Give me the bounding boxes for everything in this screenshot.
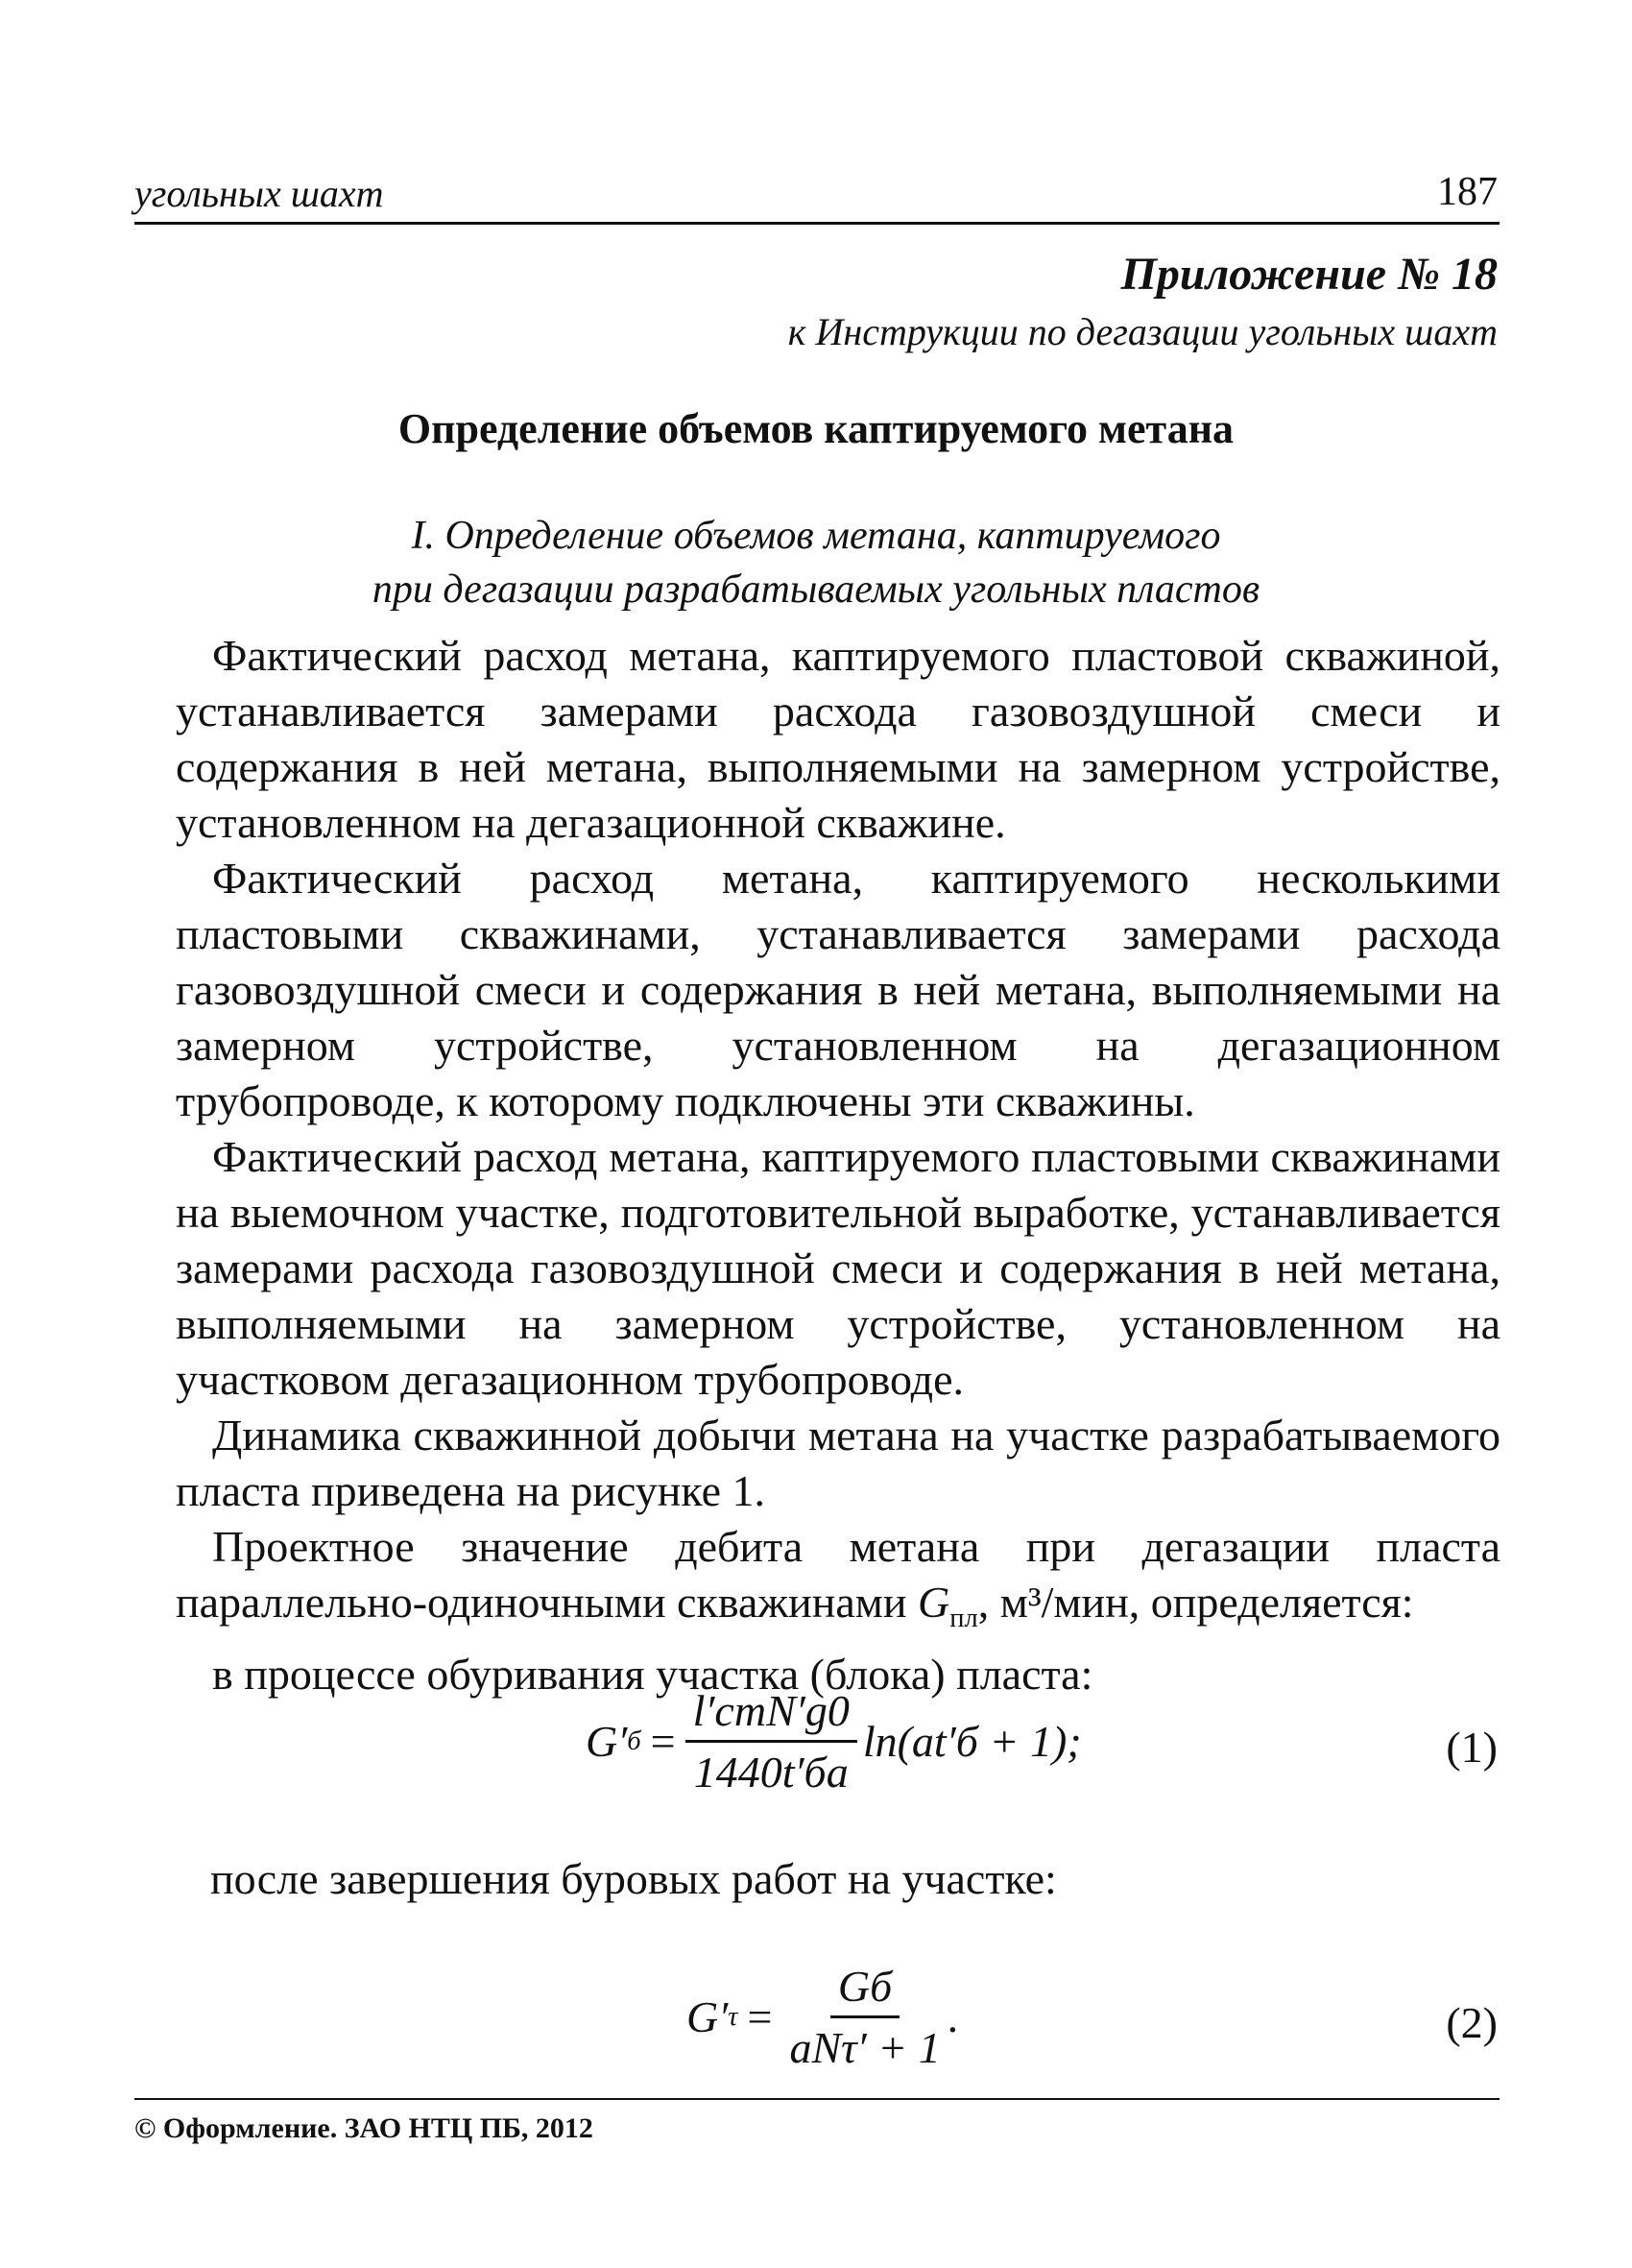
page-number: 187 — [1437, 170, 1498, 214]
paragraph: Фактический расход метана, каптируемого пластовыми скважинами на выемочном участке, подготовительной выработке, устанавливается замерами расхода газовоздушной смеси и содержания в ней метана, выполняемыми на замерном устройстве, установленном на участковом дегазационном трубопроводе. — [176, 1132, 1500, 1404]
formula-1-lhs-sub: б — [627, 1725, 641, 1756]
paragraph: Динамика скважинной добычи метана на участке разрабатываемого пласта приведена на рисунке 1. — [176, 1411, 1500, 1515]
symbol-g: G — [918, 1578, 950, 1627]
paragraph: Фактический расход метана, каптируемого пластовой скважиной, устанавливается замерами расхода газовоздушной смеси и содержания в ней метана, выполняемыми на замерном устройстве, установленном на дегазационной скважине. — [176, 631, 1500, 847]
appendix-subtitle: к Инструкции по дегазации угольных шахт — [787, 310, 1498, 353]
formula-1-lhs: G′ — [586, 1717, 628, 1766]
section-title — [0, 509, 1632, 616]
body-text — [176, 628, 1500, 1702]
paragraph-after-drilling: после завершения буровых работ на участке: — [210, 1854, 1057, 1903]
equation-number-1: (1) — [1446, 1723, 1498, 1772]
projected-text-start: Проектное значение дебита метана при дегазации пласта параллельно-одиночными скважинами — [176, 1522, 1500, 1627]
footer-rule — [134, 2098, 1500, 2100]
formula-2-lhs-sub: τ — [728, 2001, 738, 2032]
equation-number-2: (2) — [1446, 1998, 1498, 2047]
header-rule — [134, 222, 1500, 225]
section-title-line-2: при дегазации разрабатываемых угольных пластов — [372, 567, 1260, 612]
paragraph-during-drilling: в процессе обуривания участка (блока) пласта: — [212, 1650, 1093, 1700]
formula-2-fraction — [781, 1961, 948, 2073]
section-title-line-1: I. Определение объемов метана, каптируемого — [411, 514, 1221, 558]
formula-2-lhs: G′ — [686, 1992, 729, 2041]
formula-1-fraction — [685, 1685, 857, 1798]
document-title: Определение объемов каптируемого метана — [397, 405, 1235, 452]
copyright-footer: © Оформление. ЗАО НТЦ ПБ, 2012 — [134, 2112, 593, 2144]
appendix-title: Приложение № 18 — [1120, 249, 1498, 300]
formula-1-tail: ln(at′б + 1); — [862, 1717, 1082, 1766]
formula-2-tail: . — [948, 1992, 960, 2041]
projected-text-end: , м³/мин, определяется: — [977, 1578, 1414, 1627]
running-title: угольных шахт — [134, 172, 384, 215]
paragraph-projected-value — [176, 1519, 1500, 1647]
formula-2-numerator: Gб — [830, 1961, 900, 2018]
symbol-subscript: пл — [949, 1604, 978, 1634]
formula-1-numerator: l′cmN′g0 — [685, 1685, 857, 1743]
paragraph: Фактический расход метана, каптируемого несколькими пластовыми скважинами, устанавливается замерами расхода газовоздушной смеси и содержания в ней метана, выполняемыми на замерном устройстве, установленном на дегазационном трубопроводе, к которому подключены эти скважины. — [176, 854, 1500, 1125]
formula-2-denominator: aNτ′ + 1 — [789, 2023, 941, 2072]
formula-1-denominator: 1440t′ба — [693, 1748, 849, 1797]
